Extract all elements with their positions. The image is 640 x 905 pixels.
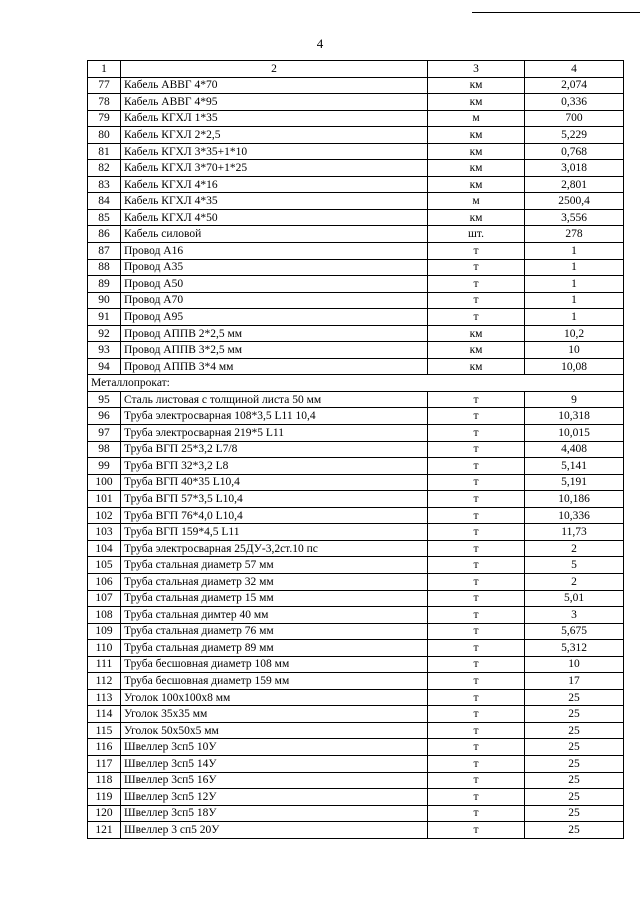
cell-name: Уголок 100х100х8 мм [121, 689, 428, 706]
cell-unit: км [428, 160, 525, 177]
table-row [88, 458, 624, 475]
cell-quantity: 3 [525, 607, 624, 624]
cell-number: 113 [88, 689, 121, 706]
table-row [88, 342, 624, 359]
cell-number: 109 [88, 623, 121, 640]
column-header-name: 2 [121, 61, 428, 78]
cell-number: 116 [88, 739, 121, 756]
cell-unit: т [428, 458, 525, 475]
cell-quantity: 25 [525, 772, 624, 789]
cell-unit: км [428, 325, 525, 342]
cell-quantity: 10 [525, 656, 624, 673]
cell-number: 83 [88, 176, 121, 193]
table-row [88, 243, 624, 260]
cell-name: Кабель КГХЛ 3*35+1*10 [121, 143, 428, 160]
cell-quantity: 1 [525, 259, 624, 276]
cell-name: Швеллер 3сп5 18У [121, 805, 428, 822]
cell-unit: т [428, 656, 525, 673]
cell-name: Труба ВГП 76*4,0 L10,4 [121, 507, 428, 524]
table-row [88, 540, 624, 557]
cell-name: Труба стальная диаметр 15 мм [121, 590, 428, 607]
cell-number: 114 [88, 706, 121, 723]
cell-unit: т [428, 408, 525, 425]
cell-name: Труба электросварная 108*3,5 L11 10,4 [121, 408, 428, 425]
cell-number: 81 [88, 143, 121, 160]
cell-unit: т [428, 689, 525, 706]
cell-name: Швеллер 3сп5 10У [121, 739, 428, 756]
cell-unit: т [428, 524, 525, 541]
table-row [88, 425, 624, 442]
table-row [88, 789, 624, 806]
cell-number: 111 [88, 656, 121, 673]
cell-unit: т [428, 557, 525, 574]
cell-number: 115 [88, 722, 121, 739]
cell-number: 112 [88, 673, 121, 690]
table-row [88, 226, 624, 243]
cell-name: Труба ВГП 40*35 L10,4 [121, 474, 428, 491]
cell-quantity: 25 [525, 739, 624, 756]
table-row [88, 292, 624, 309]
cell-quantity: 25 [525, 722, 624, 739]
cell-unit: т [428, 292, 525, 309]
cell-name: Кабель КГХЛ 4*35 [121, 193, 428, 210]
table-row [88, 640, 624, 657]
table-row [88, 441, 624, 458]
cell-quantity: 17 [525, 673, 624, 690]
cell-number: 93 [88, 342, 121, 359]
cell-unit: км [428, 358, 525, 375]
cell-name: Труба стальная димтер 40 мм [121, 607, 428, 624]
cell-name: Провод А50 [121, 276, 428, 293]
table-row [88, 143, 624, 160]
table-row [88, 772, 624, 789]
cell-number: 94 [88, 358, 121, 375]
cell-quantity: 1 [525, 243, 624, 260]
cell-quantity: 25 [525, 689, 624, 706]
table-row [88, 110, 624, 127]
cell-name: Провод А16 [121, 243, 428, 260]
cell-quantity: 25 [525, 805, 624, 822]
cell-quantity: 10 [525, 342, 624, 359]
table-row [88, 656, 624, 673]
table-row [88, 557, 624, 574]
cell-number: 110 [88, 640, 121, 657]
cell-number: 87 [88, 243, 121, 260]
cell-unit: т [428, 573, 525, 590]
cell-unit: км [428, 127, 525, 144]
cell-name: Труба стальная диаметр 57 мм [121, 557, 428, 574]
cell-unit: т [428, 607, 525, 624]
cell-quantity: 25 [525, 822, 624, 839]
cell-quantity: 5,675 [525, 623, 624, 640]
cell-name: Сталь листовая с толщиной листа 50 мм [121, 391, 428, 408]
table-row [88, 325, 624, 342]
table-row [88, 491, 624, 508]
inventory-table [87, 60, 624, 839]
cell-number: 89 [88, 276, 121, 293]
cell-number: 95 [88, 391, 121, 408]
section-label: Металлопрокат: [88, 375, 624, 392]
cell-quantity: 5,01 [525, 590, 624, 607]
cell-quantity: 1 [525, 276, 624, 293]
cell-name: Кабель силовой [121, 226, 428, 243]
cell-number: 118 [88, 772, 121, 789]
cell-unit: т [428, 772, 525, 789]
cell-name: Кабель КГХЛ 4*50 [121, 209, 428, 226]
cell-name: Труба бесшовная диаметр 108 мм [121, 656, 428, 673]
cell-quantity: 700 [525, 110, 624, 127]
cell-unit: т [428, 722, 525, 739]
cell-quantity: 25 [525, 789, 624, 806]
cell-number: 96 [88, 408, 121, 425]
cell-unit: т [428, 640, 525, 657]
cell-number: 120 [88, 805, 121, 822]
table-row [88, 408, 624, 425]
cell-quantity: 2 [525, 540, 624, 557]
table-row [88, 507, 624, 524]
table-row [88, 689, 624, 706]
cell-unit: т [428, 673, 525, 690]
cell-unit: км [428, 77, 525, 94]
cell-number: 102 [88, 507, 121, 524]
cell-unit: т [428, 259, 525, 276]
table-row [88, 94, 624, 111]
table-row [88, 160, 624, 177]
section-row [88, 375, 624, 392]
table-header-row [88, 61, 624, 78]
cell-name: Кабель АВВГ 4*70 [121, 77, 428, 94]
cell-quantity: 2,801 [525, 176, 624, 193]
table-row [88, 822, 624, 839]
cell-unit: т [428, 425, 525, 442]
cell-number: 106 [88, 573, 121, 590]
table-row [88, 739, 624, 756]
cell-quantity: 0,336 [525, 94, 624, 111]
cell-name: Труба стальная диаметр 89 мм [121, 640, 428, 657]
cell-name: Провод А70 [121, 292, 428, 309]
cell-quantity: 0,768 [525, 143, 624, 160]
cell-number: 100 [88, 474, 121, 491]
cell-unit: т [428, 507, 525, 524]
cell-quantity: 5 [525, 557, 624, 574]
cell-quantity: 4,408 [525, 441, 624, 458]
column-header-quantity: 4 [525, 61, 624, 78]
cell-number: 104 [88, 540, 121, 557]
top-rule [472, 12, 640, 13]
cell-quantity: 10,186 [525, 491, 624, 508]
cell-quantity: 11,73 [525, 524, 624, 541]
cell-number: 90 [88, 292, 121, 309]
cell-name: Провод АППВ 3*4 мм [121, 358, 428, 375]
cell-number: 99 [88, 458, 121, 475]
table-row [88, 77, 624, 94]
cell-quantity: 5,141 [525, 458, 624, 475]
cell-number: 98 [88, 441, 121, 458]
cell-name: Уголок 50х50х5 мм [121, 722, 428, 739]
cell-number: 108 [88, 607, 121, 624]
cell-name: Уголок 35х35 мм [121, 706, 428, 723]
cell-name: Швеллер 3сп5 14У [121, 755, 428, 772]
cell-number: 105 [88, 557, 121, 574]
cell-quantity: 25 [525, 755, 624, 772]
cell-number: 103 [88, 524, 121, 541]
table-row [88, 706, 624, 723]
table-row [88, 474, 624, 491]
table-row [88, 358, 624, 375]
cell-quantity: 3,556 [525, 209, 624, 226]
page-number: 4 [316, 36, 324, 51]
cell-unit: шт. [428, 226, 525, 243]
cell-unit: т [428, 391, 525, 408]
cell-name: Провод А95 [121, 309, 428, 326]
cell-name: Труба ВГП 32*3,2 L8 [121, 458, 428, 475]
cell-number: 77 [88, 77, 121, 94]
cell-unit: т [428, 805, 525, 822]
cell-quantity: 10,08 [525, 358, 624, 375]
cell-number: 91 [88, 309, 121, 326]
table-row [88, 176, 624, 193]
table-row [88, 805, 624, 822]
table-row [88, 607, 624, 624]
cell-name: Провод АППВ 2*2,5 мм [121, 325, 428, 342]
cell-number: 88 [88, 259, 121, 276]
cell-name: Кабель КГХЛ 3*70+1*25 [121, 160, 428, 177]
cell-unit: км [428, 209, 525, 226]
cell-quantity: 10,2 [525, 325, 624, 342]
cell-unit: т [428, 789, 525, 806]
cell-number: 80 [88, 127, 121, 144]
cell-unit: км [428, 94, 525, 111]
cell-unit: т [428, 755, 525, 772]
cell-quantity: 2,074 [525, 77, 624, 94]
cell-number: 101 [88, 491, 121, 508]
cell-number: 107 [88, 590, 121, 607]
table-row [88, 590, 624, 607]
cell-number: 119 [88, 789, 121, 806]
cell-name: Швеллер 3сп5 16У [121, 772, 428, 789]
cell-unit: т [428, 623, 525, 640]
cell-number: 82 [88, 160, 121, 177]
cell-quantity: 1 [525, 309, 624, 326]
cell-number: 121 [88, 822, 121, 839]
table-row [88, 276, 624, 293]
cell-quantity: 10,318 [525, 408, 624, 425]
cell-quantity: 10,336 [525, 507, 624, 524]
cell-name: Швеллер 3 сп5 20У [121, 822, 428, 839]
table-row [88, 309, 624, 326]
cell-unit: м [428, 110, 525, 127]
cell-name: Труба ВГП 57*3,5 L10,4 [121, 491, 428, 508]
cell-number: 79 [88, 110, 121, 127]
cell-name: Кабель КГХЛ 4*16 [121, 176, 428, 193]
cell-unit: т [428, 276, 525, 293]
cell-name: Труба ВГП 159*4,5 L11 [121, 524, 428, 541]
column-header-unit: 3 [428, 61, 525, 78]
cell-name: Труба электросварная 219*5 L11 [121, 425, 428, 442]
table-row [88, 573, 624, 590]
cell-unit: т [428, 540, 525, 557]
cell-name: Труба бесшовная диаметр 159 мм [121, 673, 428, 690]
cell-quantity: 10,015 [525, 425, 624, 442]
cell-name: Труба стальная диаметр 32 мм [121, 573, 428, 590]
cell-name: Провод А35 [121, 259, 428, 276]
cell-quantity: 25 [525, 706, 624, 723]
table-row [88, 209, 624, 226]
cell-unit: т [428, 474, 525, 491]
cell-unit: м [428, 193, 525, 210]
cell-unit: т [428, 590, 525, 607]
table-row [88, 127, 624, 144]
cell-quantity: 1 [525, 292, 624, 309]
cell-number: 85 [88, 209, 121, 226]
table-row [88, 755, 624, 772]
cell-quantity: 5,312 [525, 640, 624, 657]
cell-quantity: 2 [525, 573, 624, 590]
cell-number: 86 [88, 226, 121, 243]
cell-name: Кабель АВВГ 4*95 [121, 94, 428, 111]
cell-unit: т [428, 822, 525, 839]
table-row [88, 391, 624, 408]
column-header-number: 1 [88, 61, 121, 78]
cell-unit: т [428, 441, 525, 458]
cell-name: Труба стальная диаметр 76 мм [121, 623, 428, 640]
cell-name: Швеллер 3сп5 12У [121, 789, 428, 806]
table-row [88, 259, 624, 276]
cell-name: Провод АППВ 3*2,5 мм [121, 342, 428, 359]
cell-name: Труба электросварная 25ДУ-3,2ст.10 пс [121, 540, 428, 557]
cell-unit: т [428, 309, 525, 326]
cell-quantity: 5,229 [525, 127, 624, 144]
cell-unit: км [428, 176, 525, 193]
cell-name: Труба ВГП 25*3,2 L7/8 [121, 441, 428, 458]
cell-number: 97 [88, 425, 121, 442]
cell-quantity: 9 [525, 391, 624, 408]
cell-name: Кабель КГХЛ 2*2,5 [121, 127, 428, 144]
cell-quantity: 5,191 [525, 474, 624, 491]
cell-number: 84 [88, 193, 121, 210]
table-row [88, 673, 624, 690]
cell-unit: т [428, 739, 525, 756]
cell-quantity: 2500,4 [525, 193, 624, 210]
cell-quantity: 3,018 [525, 160, 624, 177]
cell-unit: т [428, 243, 525, 260]
cell-unit: км [428, 143, 525, 160]
cell-name: Кабель КГХЛ 1*35 [121, 110, 428, 127]
cell-unit: т [428, 491, 525, 508]
cell-number: 92 [88, 325, 121, 342]
cell-quantity: 278 [525, 226, 624, 243]
table-row [88, 193, 624, 210]
cell-number: 78 [88, 94, 121, 111]
cell-number: 117 [88, 755, 121, 772]
table-row [88, 524, 624, 541]
table-row [88, 623, 624, 640]
table-row [88, 722, 624, 739]
cell-unit: км [428, 342, 525, 359]
cell-unit: т [428, 706, 525, 723]
